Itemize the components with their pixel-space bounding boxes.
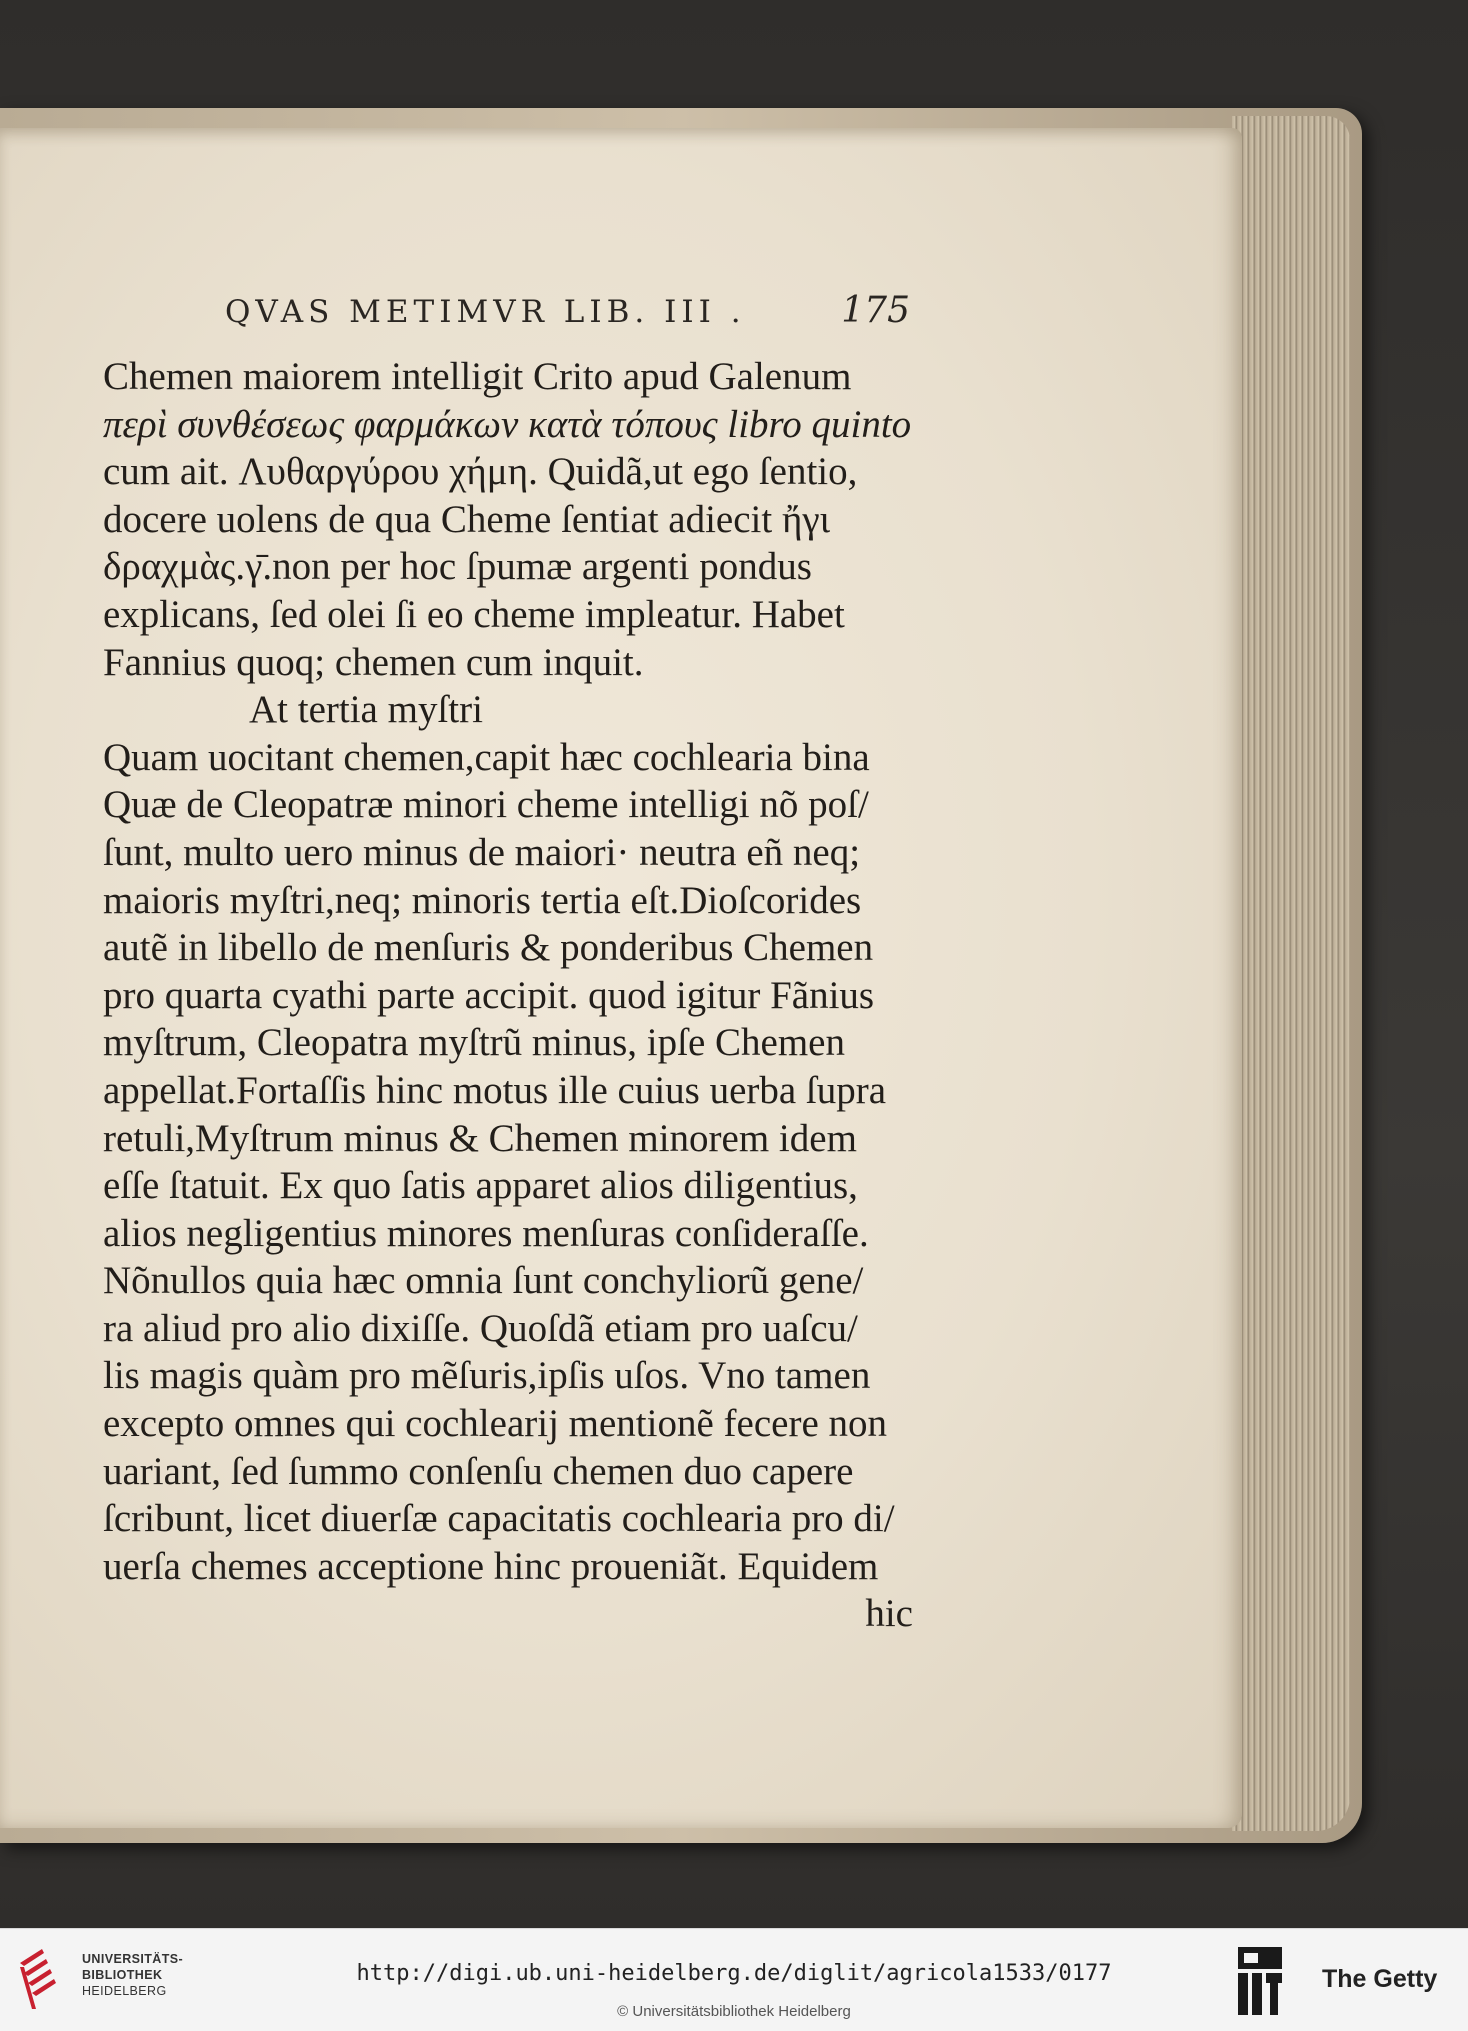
text-line: alios negligentius minores menſuras conſideraſſe.: [103, 1211, 869, 1255]
text-line: Fannius quoq; chemen cum inquit.: [103, 640, 644, 684]
copyright-notice: © Universitätsbibliothek Heidelberg: [617, 2003, 851, 2020]
running-head: QVAS METIMVR LIB. III .: [225, 294, 746, 330]
text-line: explicans, ſed olei ſi eo cheme impleatur. Habet: [103, 592, 845, 636]
page-edges: [1232, 116, 1350, 1831]
text-line: uerſa chemes acceptione hinc proueniãt. Equidem: [103, 1544, 879, 1588]
text-line: Quæ de Cleopatræ minori cheme intelligi nõ poſ/: [103, 783, 869, 827]
text-line: docere uolens de qua Cheme ſentiat adiecit ἤγι: [103, 497, 831, 541]
getty-logo-icon[interactable]: [1236, 1945, 1284, 2017]
text-line: appellat.Fortaſſis hinc motus ille cuius uerba ſupra: [103, 1068, 887, 1112]
text-line: Nõnullos quia hæc omnia ſunt conchyliorũ gene/: [103, 1259, 864, 1303]
text-line: δραχμὰς.γ̄.non per hoc ſpumæ argenti pondus: [103, 545, 812, 589]
library-name-line: UNIVERSITÄTS-: [82, 1952, 184, 1966]
getty-label[interactable]: The Getty: [1322, 1965, 1438, 1993]
library-name-line: BIBLIOTHEK: [82, 1968, 163, 1982]
text-line: pro quarta cyathi parte accipit. quod igitur Fãnius: [103, 973, 875, 1017]
library-name-line: HEIDELBERG: [82, 1984, 167, 1998]
catchword: hic: [865, 1592, 913, 1636]
text-line: eſſe ſtatuit. Ex quo ſatis apparet alios diligentius,: [103, 1164, 858, 1208]
text-line: περὶ συνθέσεως φαρμάκων κατὰ τόπους libro quinto: [103, 402, 912, 446]
text-line: ſcribunt, licet diuerſæ capacitatis cochlearia pro di/: [103, 1497, 895, 1541]
text-line: Chemen maiorem intelligit Crito apud Galenum: [103, 355, 852, 398]
page-number: 175: [841, 290, 910, 331]
text-line: cum ait. Λυθαργύρου χήμη. Quidã,ut ego ſentio,: [103, 450, 858, 494]
text-line: ra aliud pro alio dixiſſe. Quoſdã etiam pro uaſcu/: [103, 1306, 858, 1350]
text-line: maioris myſtri,neq; minoris tertia eſt.Dioſcorides: [103, 878, 862, 922]
permalink-url[interactable]: http://digi.ub.uni-heidelberg.de/diglit/agricola1533/0177: [356, 1961, 1112, 1986]
body-text: [103, 353, 913, 1638]
text-line: excepto omnes qui cochlearij mentionẽ fecere non: [103, 1402, 887, 1446]
text-line: uariant, ſed ſummo conſenſu chemen duo capere: [103, 1449, 854, 1493]
verse-line: At tertia myſtri: [249, 688, 483, 732]
viewer-footer: [0, 1928, 1468, 2031]
text-line: retuli,Myſtrum minus & Chemen minorem idem: [103, 1116, 857, 1160]
page-header: [225, 290, 910, 338]
text-line: ſunt, multo uero minus de maiori· neutra eñ neq;: [103, 830, 861, 874]
text-line: autẽ in libello de menſuris & ponderibus Chemen: [103, 926, 874, 970]
text-line: myſtrum, Cleopatra myſtrũ minus, ipſe Chemen: [103, 1021, 845, 1065]
text-line: lis magis quàm pro mẽſuris,ipſis uſos. Vno tamen: [103, 1354, 871, 1398]
verse-line: Quam uocitant chemen,capit hæc cochlearia bina: [103, 735, 870, 779]
